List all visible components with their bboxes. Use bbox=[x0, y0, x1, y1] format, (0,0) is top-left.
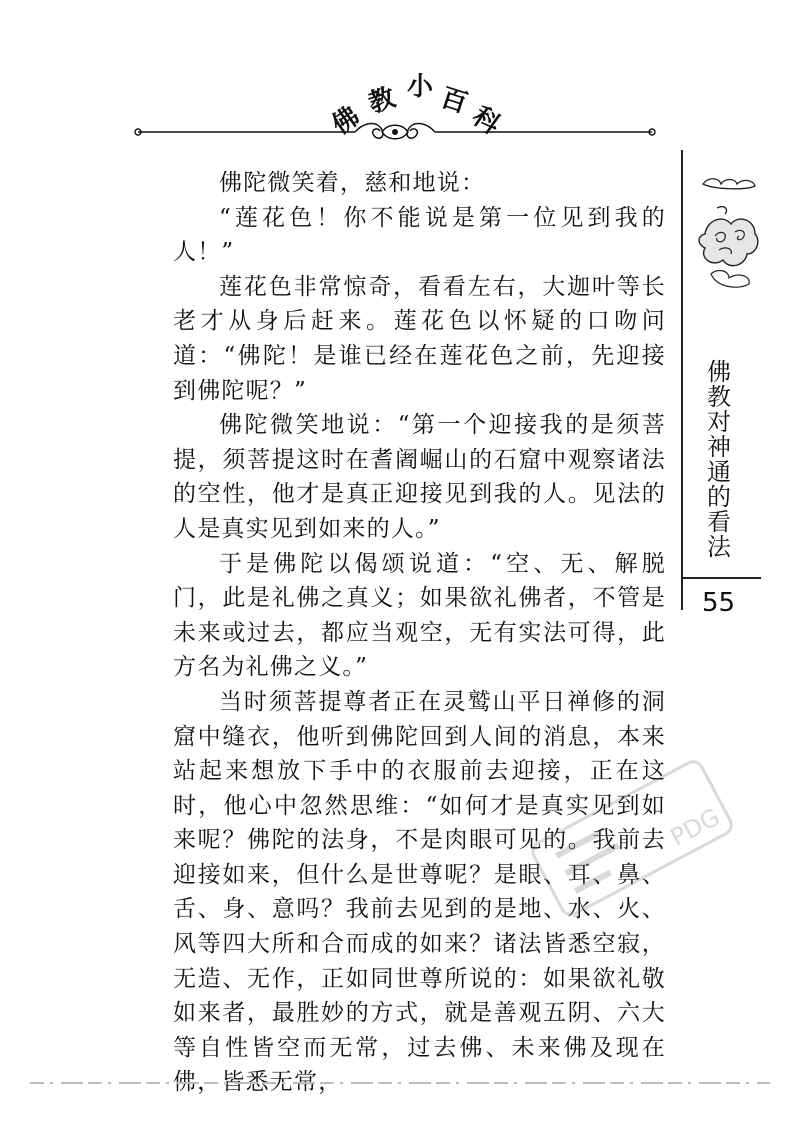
header-ornament-rule bbox=[130, 117, 660, 147]
scan-edge-artifact bbox=[30, 1079, 770, 1087]
title-char: 教 bbox=[365, 82, 400, 120]
side-horizontal-rule bbox=[681, 577, 761, 579]
title-char: 百 bbox=[437, 82, 472, 120]
paragraph: 于是佛陀以偈颂说道：“空、无、解脱门，此是礼佛之真义；如果欲礼佛者，不管是未来或过去，都应当观空，无有实法可得，此方名为礼佛之义。” bbox=[173, 550, 666, 681]
body-text bbox=[173, 166, 666, 1100]
title-char: 科 bbox=[466, 101, 506, 141]
side-vertical-rule bbox=[681, 150, 683, 610]
watermark-label: PDG bbox=[665, 802, 725, 852]
paragraph: 佛陀微笑地说：“第一个迎接我的是须菩提，须菩提这时在耆阇崛山的石窟中观察诸法的空性，他才是真正迎接见到我的人。见法的人是真实见到如来的人。” bbox=[173, 412, 666, 542]
page-number: 55 bbox=[702, 588, 736, 618]
section-title: 佛教对神通的看法 bbox=[707, 358, 731, 561]
paragraph: 佛陀微笑着，慈和地说： bbox=[219, 170, 486, 196]
title-char: 佛 bbox=[326, 101, 366, 141]
paragraph: “莲花色！你不能说是第一位见到我的人！” bbox=[173, 204, 666, 266]
title-char: 小 bbox=[407, 72, 434, 102]
cloud-ornament-icon bbox=[695, 170, 765, 300]
library-watermark bbox=[500, 760, 760, 930]
paragraph: 莲花色非常惊奇，看看左右，大迦叶等长老才从身后赶来。莲花色以怀疑的口吻问道：“佛陀！是谁已经在莲花色之前，先迎接到佛陀呢？” bbox=[173, 273, 666, 404]
paragraph: 当时须菩提尊者正在灵鹫山平日禅修的洞窟中缝衣，他听到佛陀回到人间的消息，本来站起来想放下手中的衣服前去迎接，正在这时，他心中忽然思维：“如何才是真实见到如来呢？佛陀的法身，不是肉眼可见的。我前去迎接如来，但什么是世尊呢？是眼、耳、鼻、舌、身、意吗？我前去见到的是地、水、火、风等四大所和合而成的如来？诸法皆悉空寂，无造、无作，正如同世尊所说的：如果欲礼敬如来者，最胜妙的方式，就是善观五阴、六大等自性皆空而无常，过去佛、未来佛及现在佛，皆悉无常， bbox=[173, 688, 666, 1096]
